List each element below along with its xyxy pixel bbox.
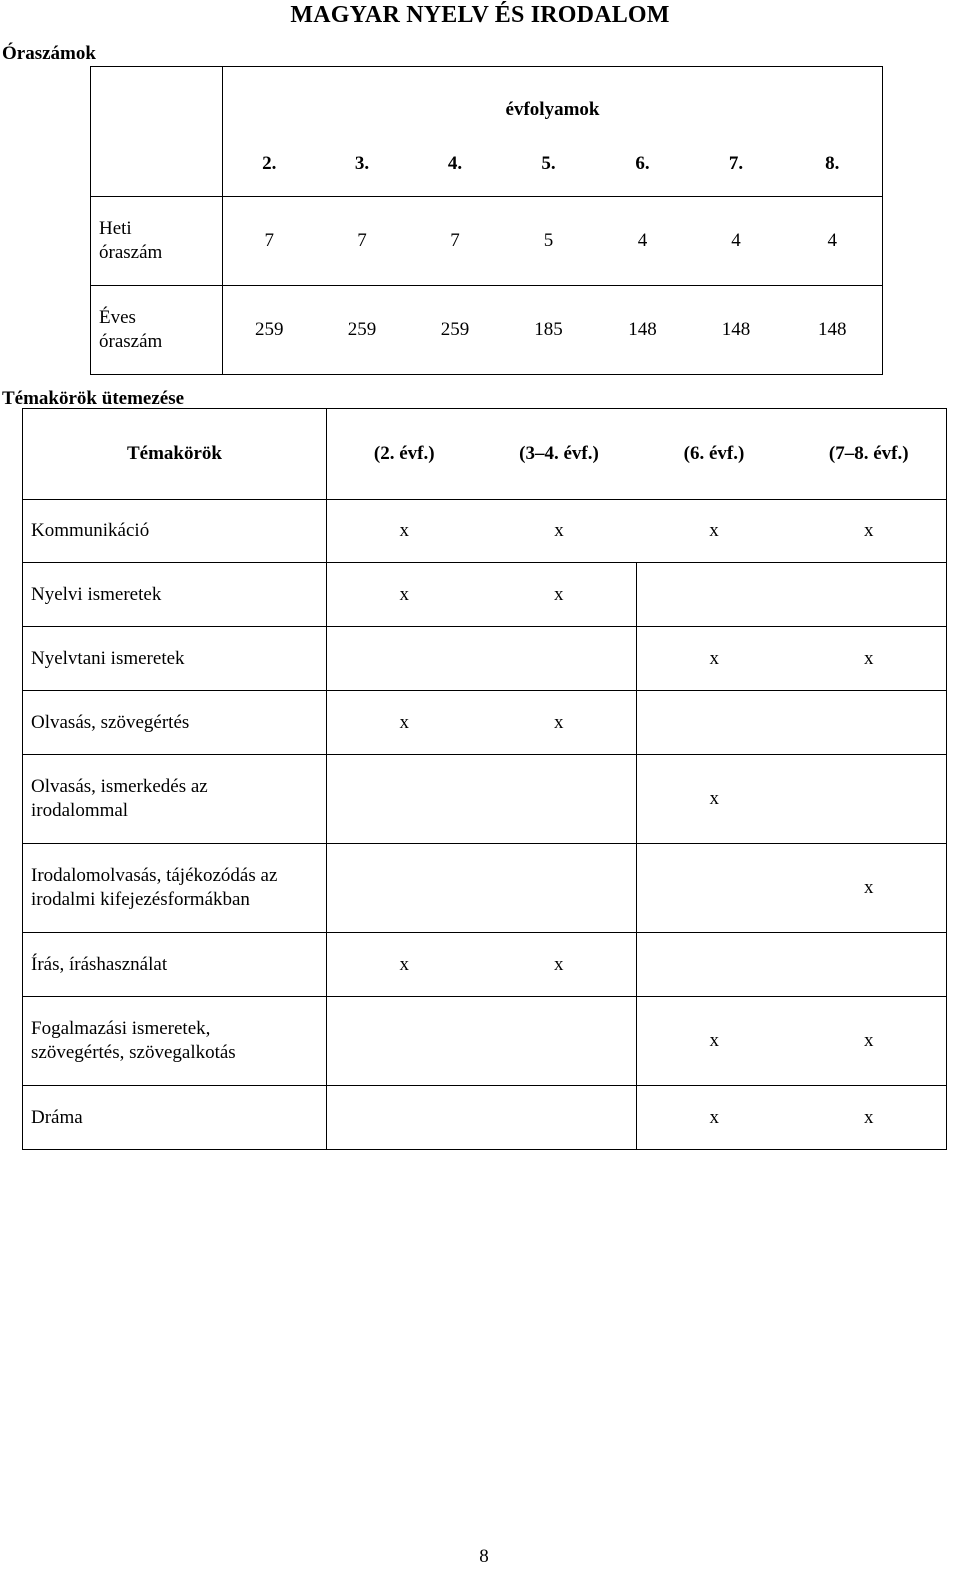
topic-mark bbox=[482, 997, 637, 1086]
topic-mark: x bbox=[637, 627, 792, 691]
topic-name-line2: irodalommal bbox=[31, 800, 129, 821]
grade-header: 3. bbox=[316, 133, 409, 197]
topic-mark bbox=[637, 691, 792, 755]
topic-mark: x bbox=[792, 1086, 947, 1150]
topic-mark bbox=[792, 691, 947, 755]
topic-mark bbox=[792, 933, 947, 997]
yearly-hours-value: 148 bbox=[596, 286, 690, 375]
topic-mark: x bbox=[637, 755, 792, 844]
topic-mark bbox=[327, 844, 482, 933]
hours-heading: Óraszámok bbox=[2, 43, 96, 64]
grade2-column-header: (2. évf.) bbox=[327, 409, 482, 500]
page-number: 8 bbox=[479, 1546, 489, 1567]
corner-cell bbox=[91, 67, 223, 133]
yearly-hours-row bbox=[91, 286, 883, 375]
topic-mark: x bbox=[327, 500, 482, 563]
topic-mark: x bbox=[792, 500, 947, 563]
topic-mark bbox=[637, 933, 792, 997]
corner-cell-lower bbox=[91, 133, 223, 197]
topic-mark: x bbox=[327, 563, 482, 627]
grades-row bbox=[91, 133, 883, 197]
topic-name-line1: Nyelvi ismeretek bbox=[31, 583, 162, 605]
topic-name-line1: Irodalomolvasás, tájékozódás az bbox=[31, 865, 278, 886]
topic-mark: x bbox=[482, 500, 637, 563]
grade-header: 2. bbox=[223, 133, 316, 197]
topic-name-line1: Olvasás, ismerkedés az bbox=[31, 776, 208, 797]
topic-mark bbox=[637, 563, 792, 627]
weekly-label-line1: Heti bbox=[99, 218, 132, 239]
yearly-hours-value: 148 bbox=[690, 286, 783, 375]
hours-header-row bbox=[91, 67, 883, 133]
weekly-hours-value: 5 bbox=[502, 197, 596, 286]
topic-schedule-table bbox=[22, 408, 947, 1150]
topic-name-line1: Olvasás, szövegértés bbox=[31, 711, 190, 733]
weekly-hours-value: 7 bbox=[316, 197, 409, 286]
topic-row bbox=[23, 1086, 947, 1150]
topic-mark bbox=[792, 563, 947, 627]
grades-group-header: évfolyamok bbox=[223, 67, 883, 133]
topic-mark: x bbox=[637, 997, 792, 1086]
topic-name bbox=[23, 997, 327, 1086]
topic-mark bbox=[327, 627, 482, 691]
yearly-hours-value: 259 bbox=[409, 286, 502, 375]
yearly-label-line1: Éves bbox=[99, 307, 136, 328]
weekly-hours-value: 4 bbox=[783, 197, 883, 286]
topic-name bbox=[23, 933, 327, 997]
topic-mark: x bbox=[327, 691, 482, 755]
topic-row bbox=[23, 755, 947, 844]
topic-mark: x bbox=[792, 627, 947, 691]
hours-table bbox=[90, 66, 883, 375]
yearly-hours-label bbox=[91, 286, 223, 375]
topic-name bbox=[23, 691, 327, 755]
grade34-column-header: (3–4. évf.) bbox=[482, 409, 637, 500]
yearly-hours-value: 259 bbox=[316, 286, 409, 375]
topic-name-line2: irodalmi kifejezésformákban bbox=[31, 889, 250, 910]
topic-mark bbox=[482, 627, 637, 691]
topic-name bbox=[23, 563, 327, 627]
topic-mark bbox=[637, 844, 792, 933]
topic-mark bbox=[482, 1086, 637, 1150]
topic-name-line1: Nyelvtani ismeretek bbox=[31, 647, 185, 669]
schedule-heading: Témakörök ütemezése bbox=[2, 388, 185, 409]
topic-name-line1: Írás, íráshasználat bbox=[31, 953, 168, 975]
grade-header: 4. bbox=[409, 133, 502, 197]
topic-row bbox=[23, 844, 947, 933]
topic-row bbox=[23, 691, 947, 755]
topic-mark: x bbox=[637, 500, 792, 563]
schedule-header-row bbox=[23, 409, 947, 500]
topic-name bbox=[23, 844, 327, 933]
topics-column-header: Témakörök bbox=[23, 409, 327, 500]
grade-header: 7. bbox=[690, 133, 783, 197]
grade-header: 6. bbox=[596, 133, 690, 197]
topic-name-line1: Fogalmazási ismeretek, bbox=[31, 1018, 211, 1039]
topic-mark: x bbox=[482, 563, 637, 627]
document-title: MAGYAR NYELV ÉS IRODALOM bbox=[290, 2, 670, 28]
grade-header: 5. bbox=[502, 133, 596, 197]
topic-row bbox=[23, 997, 947, 1086]
topic-mark bbox=[482, 755, 637, 844]
grade6-column-header: (6. évf.) bbox=[637, 409, 792, 500]
topic-mark: x bbox=[482, 933, 637, 997]
weekly-hours-value: 7 bbox=[409, 197, 502, 286]
grade78-column-header: (7–8. évf.) bbox=[792, 409, 947, 500]
topic-row bbox=[23, 933, 947, 997]
topic-mark bbox=[327, 755, 482, 844]
topic-name-line1: Dráma bbox=[31, 1106, 83, 1128]
topic-mark bbox=[482, 844, 637, 933]
weekly-hours-label bbox=[91, 197, 223, 286]
topic-name bbox=[23, 627, 327, 691]
topic-name bbox=[23, 1086, 327, 1150]
yearly-hours-value: 259 bbox=[223, 286, 316, 375]
weekly-hours-value: 4 bbox=[596, 197, 690, 286]
yearly-hours-value: 185 bbox=[502, 286, 596, 375]
grade-header: 8. bbox=[783, 133, 883, 197]
topic-name-line1: Kommunikáció bbox=[31, 520, 150, 541]
topic-mark: x bbox=[792, 997, 947, 1086]
topic-name bbox=[23, 755, 327, 844]
weekly-label-line2: óraszám bbox=[99, 242, 163, 263]
topic-row bbox=[23, 500, 947, 563]
topic-mark: x bbox=[327, 933, 482, 997]
topic-mark bbox=[327, 997, 482, 1086]
weekly-hours-value: 7 bbox=[223, 197, 316, 286]
yearly-label-line2: óraszám bbox=[99, 331, 163, 352]
topic-row bbox=[23, 627, 947, 691]
topic-mark: x bbox=[792, 844, 947, 933]
topic-row bbox=[23, 563, 947, 627]
topic-mark: x bbox=[637, 1086, 792, 1150]
topic-mark bbox=[792, 755, 947, 844]
yearly-hours-value: 148 bbox=[783, 286, 883, 375]
topic-name bbox=[23, 500, 327, 563]
weekly-hours-row bbox=[91, 197, 883, 286]
topic-mark: x bbox=[482, 691, 637, 755]
topic-mark bbox=[327, 1086, 482, 1150]
topic-name-line2: szövegértés, szövegalkotás bbox=[31, 1042, 236, 1063]
weekly-hours-value: 4 bbox=[690, 197, 783, 286]
